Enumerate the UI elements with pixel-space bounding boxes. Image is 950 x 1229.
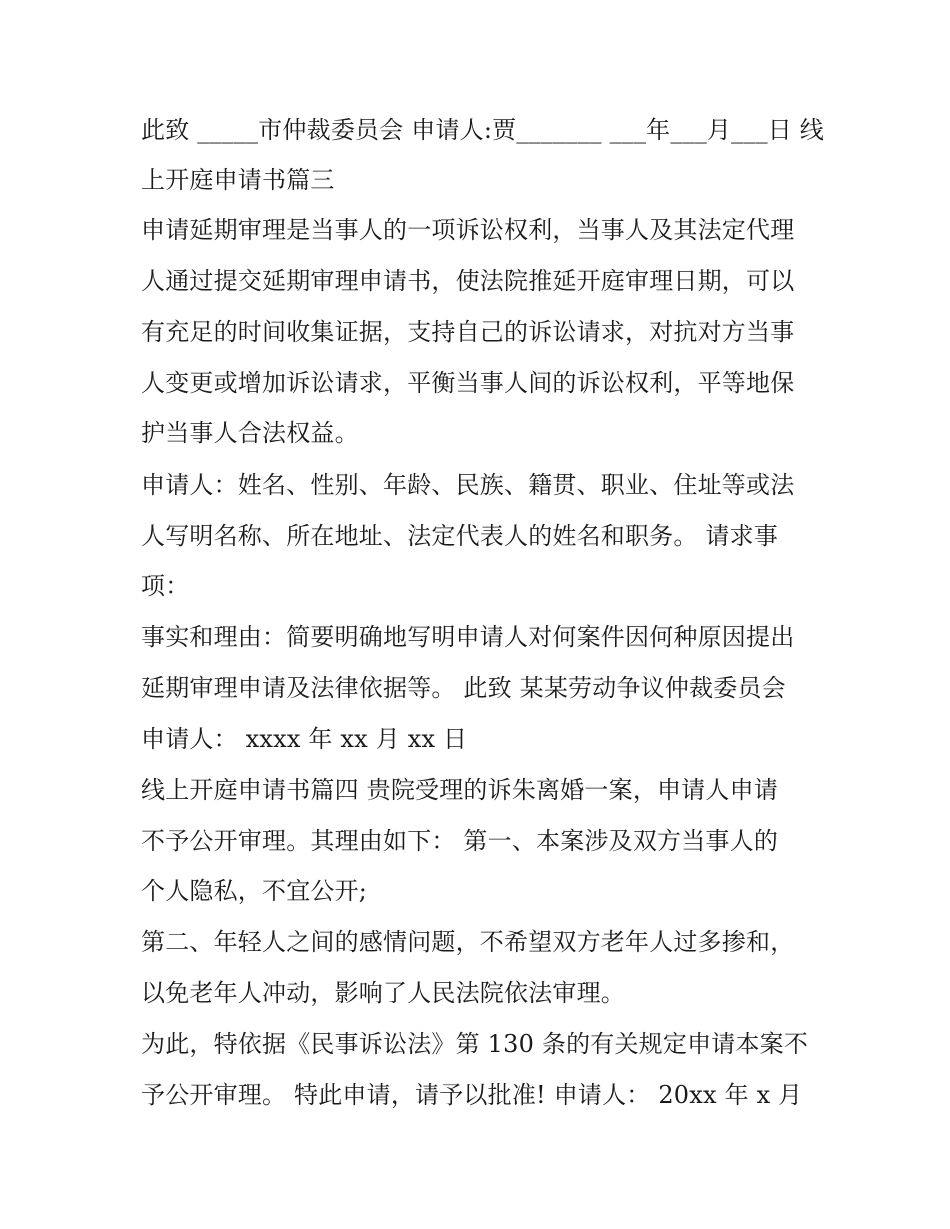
text-line: 上开庭申请书篇三 [141, 166, 335, 194]
text-line: 个人隐私，不宜公开; [141, 877, 368, 905]
text-line: 有充足的时间收集证据，支持自己的诉讼请求，对抗对方当事 [141, 318, 795, 346]
text-line: 不予公开审理。其理由如下： 第一、本案涉及双方当事人的 [141, 827, 779, 855]
text-line: 第二、年轻人之间的感情问题，不希望双方老年人过多掺和， [141, 928, 795, 956]
text-line: 线上开庭申请书篇四 贵院受理的诉朱离婚一案，申请人申请 [141, 776, 779, 804]
text-line: 以免老年人冲动，影响了人民法院依法审理。 [141, 979, 625, 1007]
text-line: 申请人： xxxx 年 xx 月 xx 日 [141, 725, 468, 753]
text-line: 予公开审理。 特此申请，请予以批准! 申请人： 20xx 年 x 月 [141, 1081, 803, 1109]
text-line: 护当事人合法权益。 [141, 419, 359, 447]
text-line: 人写明名称、所在地址、法定代表人的姓名和职务。 请求事 [141, 522, 779, 550]
text-line: 申请人：姓名、性别、年龄、民族、籍贯、职业、住址等或法 [141, 471, 795, 499]
text-line: 此致 _____市仲裁委员会 申请人:贾_______ ___年___月___日 线 [141, 116, 825, 144]
text-line: 为此，特依据《民事诉讼法》第 130 条的有关规定申请本案不 [141, 1030, 809, 1058]
text-line: 延期审理申请及法律依据等。 此致 某某劳动争议仲裁委员会 [141, 674, 786, 702]
text-line: 人通过提交延期审理申请书，使法院推延开庭审理日期，可以 [141, 267, 795, 295]
text-line: 事实和理由：简要明确地写明申请人对何案件因何种原因提出 [141, 623, 795, 651]
text-line: 项： [141, 572, 190, 600]
text-line: 申请延期审理是当事人的一项诉讼权利，当事人及其法定代理 [141, 216, 795, 244]
text-line: 人变更或增加诉讼请求，平衡当事人间的诉讼权利，平等地保 [141, 369, 795, 397]
